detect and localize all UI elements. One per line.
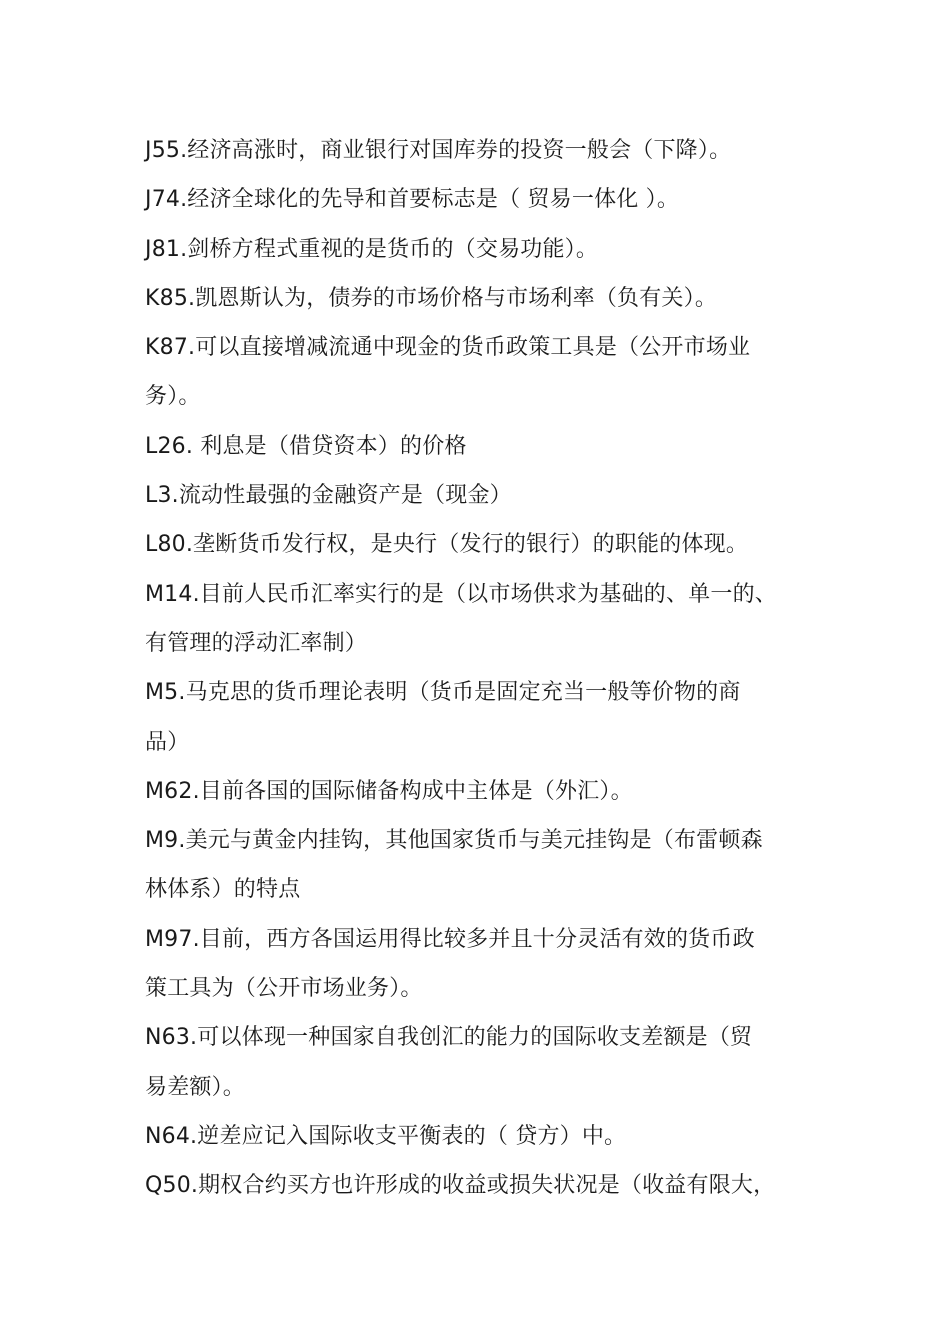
text-line: 务）。	[145, 384, 201, 410]
text-line: 有管理的浮动汇率制）	[145, 630, 368, 656]
text-line: J74.经济全球化的先导和首要标志是（ 贸易一体化 ）。	[145, 187, 680, 213]
text-line: M9.美元与黄金内挂钩，其他国家货币与美元挂钩是（布雷顿森	[145, 828, 763, 854]
text-line: L26. 利息是（借贷资本）的价格	[145, 433, 467, 459]
document-body	[145, 126, 825, 1211]
text-line: 易差额）。	[145, 1074, 246, 1100]
text-line: L80.垄断货币发行权，是央行（发行的银行）的职能的体现。	[145, 532, 749, 558]
text-line: L3.流动性最强的金融资产是（现金）	[145, 483, 512, 509]
text-line: 品）	[145, 729, 190, 755]
text-line: 林体系）的特点	[145, 877, 301, 903]
text-line: J81.剑桥方程式重视的是货币的（交易功能）。	[145, 236, 599, 262]
text-line: Q50.期权合约买方也许形成的收益或损失状况是（收益有限大，	[145, 1173, 776, 1199]
text-line: N63.可以体现一种国家自我创汇的能力的国际收支差额是（贸	[145, 1025, 753, 1051]
text-line: N64.逆差应记入国际收支平衡表的（ 贷方）中。	[145, 1123, 627, 1149]
text-line: M62.目前各国的国际储备构成中主体是（外汇）。	[145, 778, 633, 804]
text-line: M14.目前人民币汇率实行的是（以市场供求为基础的、单一的、	[145, 581, 777, 607]
text-line: M5.马克思的货币理论表明（货币是固定充当一般等价物的商	[145, 680, 741, 706]
text-line: K87.可以直接增减流通中现金的货币政策工具是（公开市场业	[145, 335, 751, 361]
text-line: K85.凯恩斯认为，债券的市场价格与市场利率（负有关）。	[145, 285, 718, 311]
text-line: 策工具为（公开市场业务）。	[145, 976, 423, 1002]
text-line: J55.经济高涨时，商业银行对国库券的投资一般会（下降）。	[145, 138, 732, 163]
text-line: M97.目前，西方各国运用得比较多并且十分灵活有效的货币政	[145, 926, 755, 952]
